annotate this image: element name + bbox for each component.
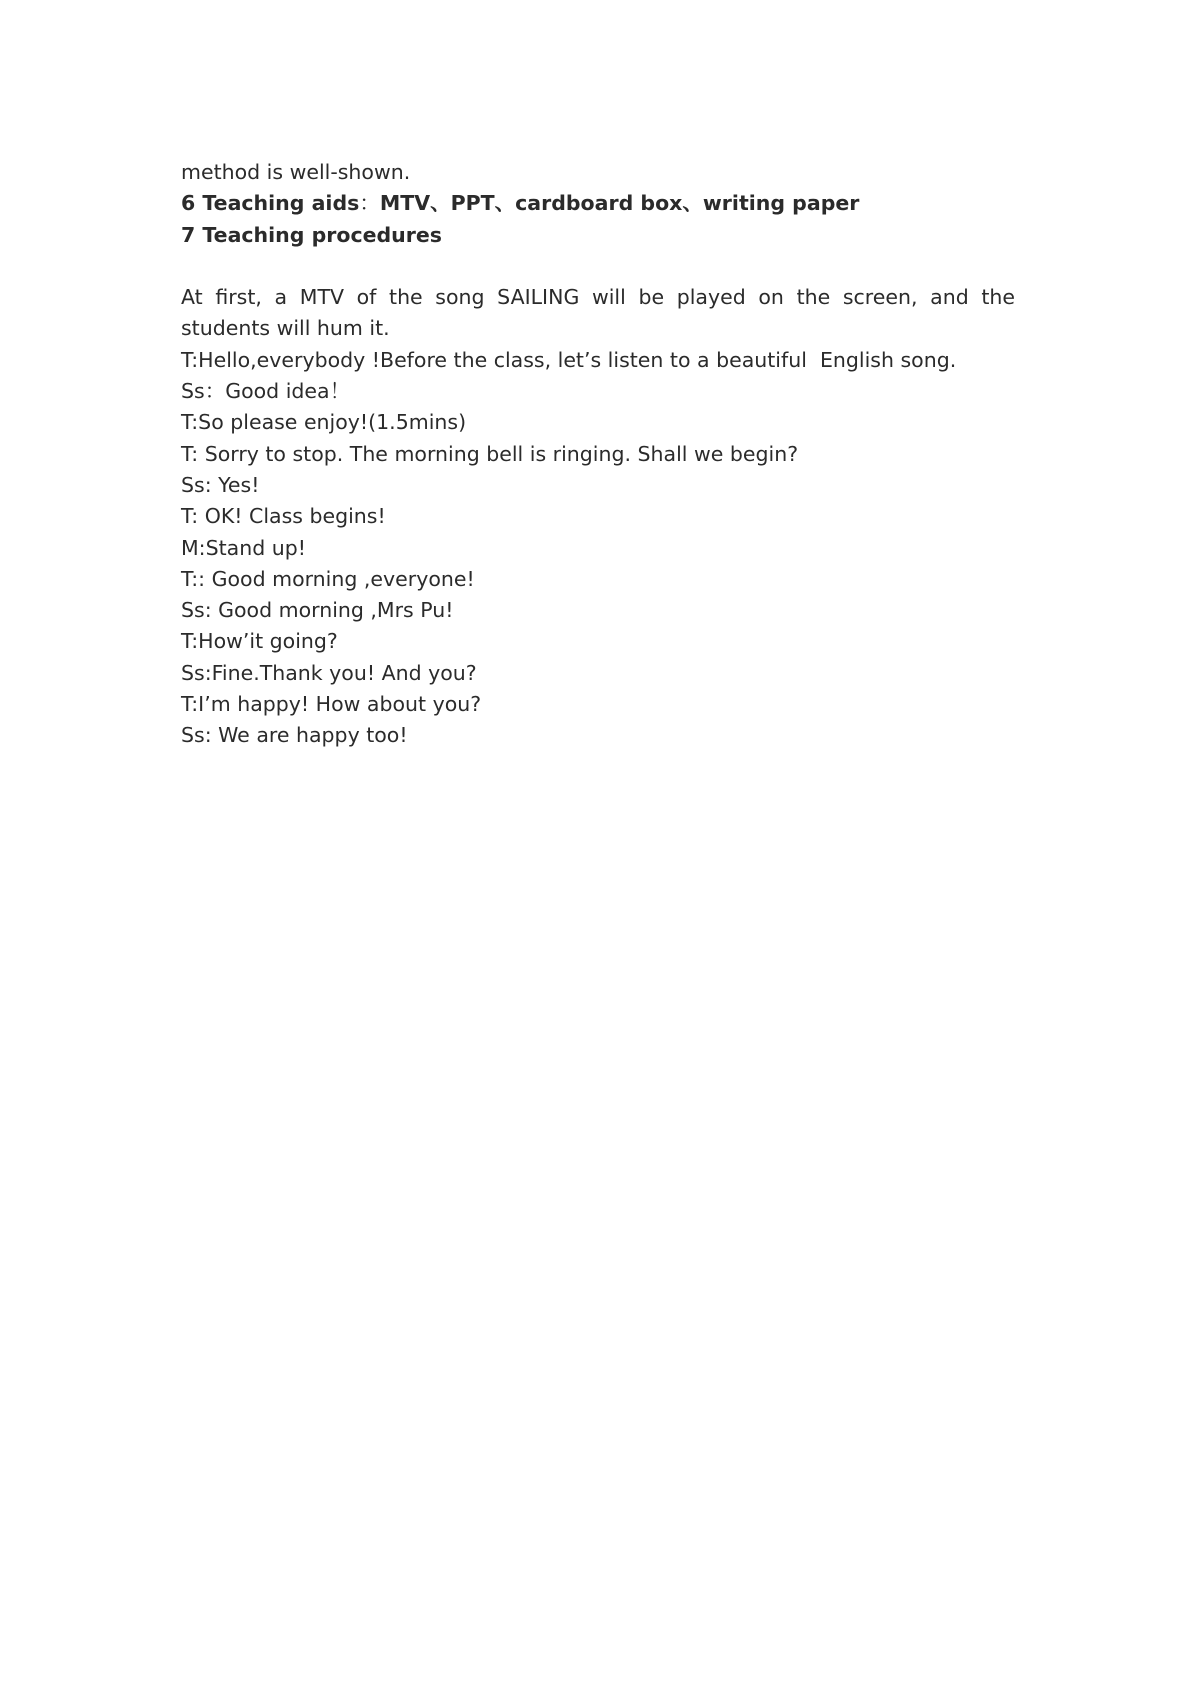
intro-paragraph: At first, a MTV of the song SAILING will be played on the screen, and the students will hum it. bbox=[181, 285, 1015, 341]
dialogue-line: T:Hello,everybody !Before the class, let’s listen to a beautiful English song. bbox=[181, 347, 957, 372]
dialogue-line: Ss: We are happy too! bbox=[181, 723, 408, 748]
section-6-separator: ： bbox=[359, 191, 380, 216]
dialogue-line: Ss:Fine.Thank you! And you? bbox=[181, 660, 477, 685]
dialogue-line: T: Sorry to stop. The morning bell is ringing. Shall we begin? bbox=[181, 441, 799, 466]
blank-line bbox=[181, 251, 1015, 282]
dialogue-line: M:Stand up! bbox=[181, 535, 306, 560]
section-6-items: MTV、PPT、cardboard box、writing paper bbox=[379, 191, 860, 216]
continued-text-line: method is well-shown. bbox=[181, 160, 411, 184]
dialogue-line: T:How’it going? bbox=[181, 629, 338, 654]
section-7-heading: 7 Teaching procedures bbox=[181, 222, 442, 247]
section-6-heading bbox=[181, 188, 1015, 219]
section-6-label: 6 Teaching aids bbox=[181, 191, 360, 216]
dialogue-line: Ss：Good idea！ bbox=[181, 379, 351, 404]
dialogue bbox=[181, 345, 1015, 752]
dialogue-line: Ss: Yes! bbox=[181, 472, 260, 497]
dialogue-line: T:I’m happy! How about you? bbox=[181, 692, 482, 717]
dialogue-line: T:: Good morning ,everyone! bbox=[181, 566, 475, 591]
dialogue-line: T:So please enjoy!(1.5mins) bbox=[181, 410, 467, 435]
dialogue-line: Ss: Good morning ,Mrs Pu! bbox=[181, 598, 454, 623]
dialogue-line: T: OK! Class begins! bbox=[181, 504, 386, 529]
document-body bbox=[181, 157, 1015, 752]
